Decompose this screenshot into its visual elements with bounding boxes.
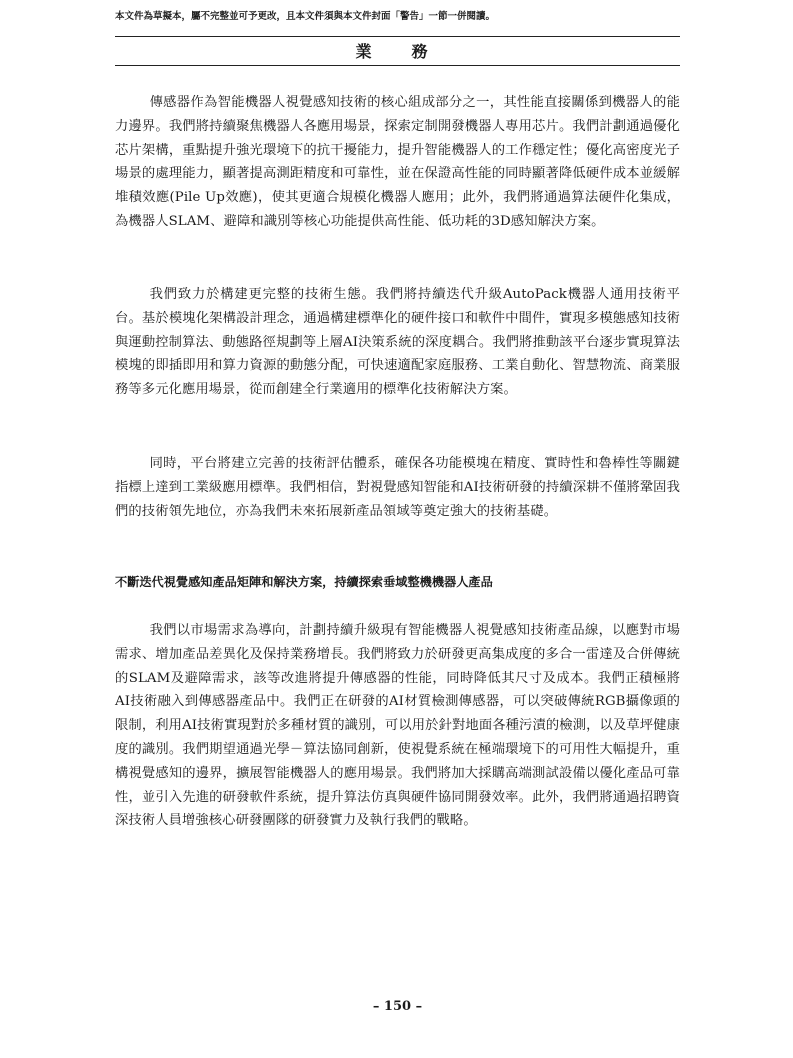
header-rule-top xyxy=(115,36,680,37)
page-number: – 150 – xyxy=(372,999,423,1014)
paragraph-tech-ecosystem: 我們致力於構建更完整的技術生態。我們將持續迭代升級AutoPack機器人通用技術平台。基於模塊化架構設計理念，通過構建標準化的硬件接口和軟件中間件，實現多模態感知技術與運動控制算法、動態路徑規劃等上層AI決策系統的深度耦合。我們將推動該平台逐步實現算法模塊的即插即用和算力資源的動態分配，可快速適配家庭服務、工業自動化、智慧物流、商業服務等多元化應用場景，從而創建全行業適用的標準化技術解決方案。 xyxy=(115,287,680,398)
paragraph-evaluation-system: 同時，平台將建立完善的技術評估體系，確保各功能模塊在精度、實時性和魯棒性等關鍵指標上達到工業級應用標準。我們相信，對視覺感知智能和AI技術研發的持續深耕不僅將鞏固我們的技術領先地位，亦為我們未來拓展新產品領域等奠定強大的技術基礎。 xyxy=(115,456,680,519)
paragraph-product-line: 我們以市場需求為導向，計劃持續升級現有智能機器人視覺感知技術產品線，以應對市場需求、增加產品差異化及保持業務增長。我們將致力於研發更高集成度的多合一雷達及合併傳統的SLAM及避障需求，該等改進將提升傳感器的性能，同時降低其尺寸及成本。我們正積極將AI技術融入到傳感器產品中。我們正在研發的AI材質檢測傳感器，可以突破傳統RGB攝像頭的限制，利用AI技術實現對於多種材質的識別，可以用於針對地面各種污漬的檢測，以及草坪健康度的識別。我們期望通過光學－算法協同創新，使視覺系統在極端環境下的可用性大幅提升，重構視覺感知的邊界，擴展智能機器人的應用場景。我們將加大採購高端測試設備以優化產品可靠性，並引入先進的研發軟件系統，提升算法仿真與硬件協同開發效率。此外，我們將通過招聘資深技術人員增強核心研發團隊的研發實力及執行我們的戰略。 xyxy=(115,623,680,829)
paragraph-sensor-chip: 傳感器作為智能機器人視覺感知技術的核心組成部分之一，其性能直接關係到機器人的能力邊界。我們將持續聚焦機器人各應用場景，探索定制開發機器人專用芯片。我們計劃通過優化芯片架構，重點提升強光環境下的抗干擾能力，提升智能機器人的工作穩定性；優化高密度光子場景的處理能力，顯著提高測距精度和可靠性，並在保證高性能的同時顯著降低硬件成本並緩解堆積效應(Pile Up效應)，使其更適合規模化機器人應用；此外，我們將通過算法硬件化集成，為機器人SLAM、避障和識別等核心功能提供高性能、低功耗的3D感知解決方案。 xyxy=(115,95,680,229)
header-rule-bottom xyxy=(115,65,680,66)
section-subheading: 不斷迭代視覺感知產品矩陣和解決方案，持續探索垂域整機機器人產品 xyxy=(115,575,493,589)
section-title: 業 務 xyxy=(355,42,440,61)
draft-disclaimer: 本文件為草擬本，屬不完整並可予更改，且本文件須與本文件封面「警告」一節一併閱讀。 xyxy=(115,11,496,22)
